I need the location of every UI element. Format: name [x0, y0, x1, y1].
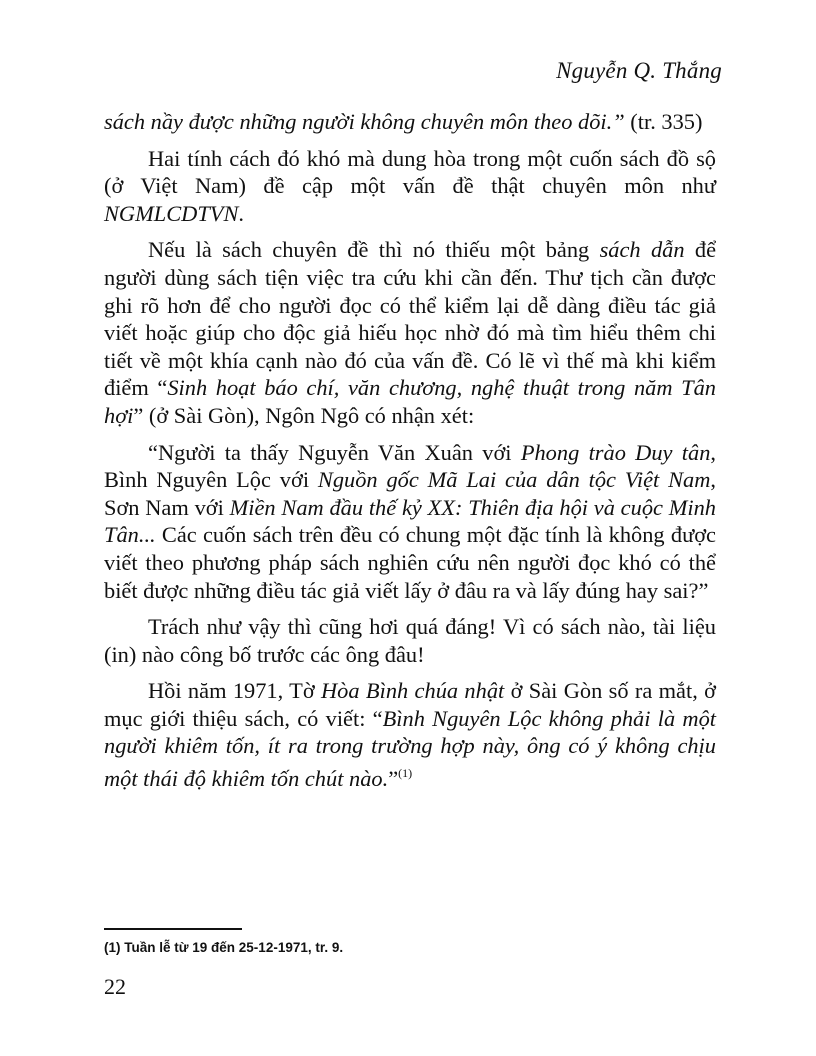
text-run: Hai tính cách đó khó mà dung hòa trong một cuốn sách đồ sộ (ở Việt Nam) đề cập một vấn đề thật chuyên môn như: [104, 145, 716, 199]
book-title: Phong trào Duy tân: [520, 439, 711, 465]
book-abbreviation: NGMLCDTVN: [104, 200, 239, 226]
text-run: Các cuốn sách trên đều có chung một đặc tính là không được viết theo phương pháp sách nghiên cứu nên người đọc khó có thể biết được những điều tác giả viết lấy ở đâu ra và lấy đúng hay sai?”: [104, 522, 716, 603]
book-title: Nguồn gốc Mã Lai của dân tộc Việt Nam: [317, 467, 711, 493]
text-run: ở Sài Gòn số ra mắt, ở mục giới thiệu sách, có viết: “: [104, 678, 716, 731]
footnote-divider: [104, 928, 242, 930]
book-title: Miền Nam đầu thế kỷ XX: Thiên địa hội và cuộc Minh Tân...: [104, 494, 716, 548]
text-run: “Người ta thấy Nguyễn Văn Xuân với: [148, 439, 521, 465]
text-run: .: [238, 200, 244, 226]
article-title: Sinh hoạt báo chí, văn chương, nghệ thuật trong năm Tân hợi: [104, 375, 716, 428]
text-run: , Sơn Nam với: [104, 467, 716, 520]
paragraph-4-quotation: [104, 439, 716, 605]
text-run: Trách như vậy thì cũng hơi quá đáng! Vì có sách nào, tài liệu (in) nào công bố trước các ông đâu!: [104, 614, 716, 667]
footnote-marker: (1): [398, 766, 413, 781]
quoted-review: Bình Nguyên Lộc không phải là một người khiêm tốn, ít ra trong trường hợp này, ông có ý không chịu một thái độ khiêm tốn chút nào.: [104, 705, 716, 792]
text-run: Nếu là sách chuyên đề thì nó thiếu một bảng: [148, 237, 600, 263]
text-run: Hồi năm 1971, Tờ: [148, 678, 322, 704]
text-run: để người dùng sách tiện việc tra cứu khi cần đến. Thư tịch cần được ghi rõ hơn để cho người đọc có thể kiểm lại dễ dàng điều tác giả viết hoặc giúp cho độc giả hiếu học nhờ đó mà tìm hiểu thêm chi tiết về một khía cạnh nào đó của vấn đề. Có lẽ vì thế mà khi kiểm điểm “: [104, 237, 717, 401]
paragraph-1: [104, 108, 716, 136]
italic-term: sách dẫn: [599, 237, 685, 263]
text-run: ” (ở Sài Gòn), Ngôn Ngô có nhận xét:: [133, 402, 475, 428]
quote-tail: sách nầy được những người không chuyên môn theo dõi.”: [104, 109, 625, 134]
running-head: Nguyễn Q. Thắng: [556, 58, 722, 83]
newspaper-title: Hòa Bình chúa nhật: [321, 678, 505, 704]
footnote: (1) Tuần lễ từ 19 đến 25-12-1971, tr. 9.: [104, 940, 344, 955]
paragraph-6: [104, 677, 716, 792]
paragraph-3: [104, 236, 716, 429]
text-run: , Bình Nguyên Lộc với: [104, 439, 716, 493]
paragraph-2: [104, 145, 716, 228]
page-citation: (tr. 335): [624, 109, 703, 134]
body-text: [104, 108, 716, 802]
paragraph-5: [104, 613, 716, 668]
text-run: ”: [388, 766, 399, 792]
page-number: 22: [104, 974, 126, 999]
